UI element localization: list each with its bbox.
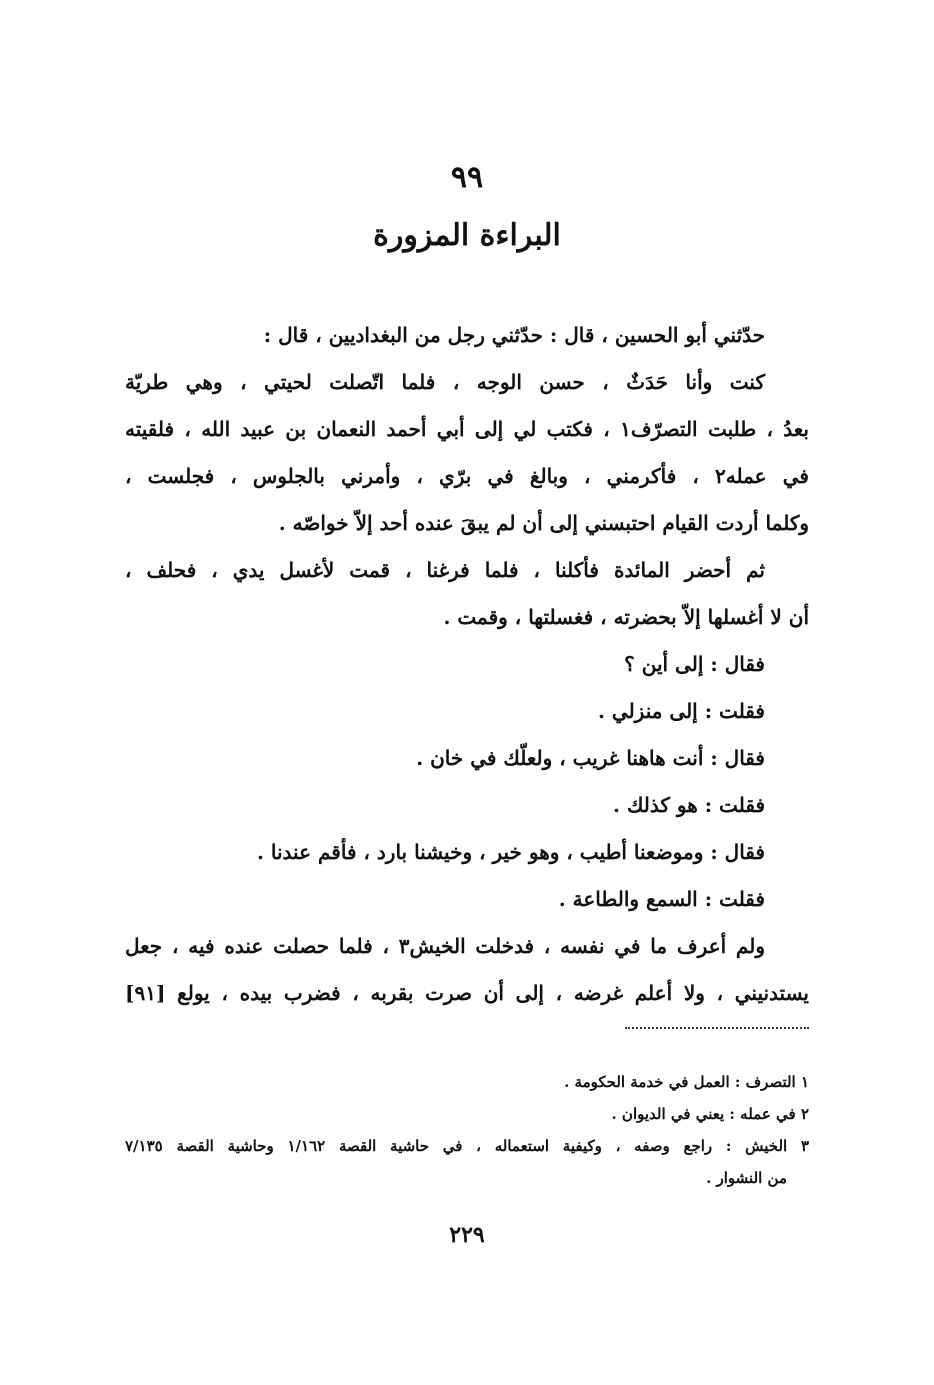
dialogue-line: فقلت : هو كذلك . (613, 793, 765, 817)
footnote: ٣ الخيش : راجع وصفه ، وكيفية استعماله ، في حاشية القصة ١/١٦٢ وحاشية القصة ٧/١٣٥ (125, 1137, 809, 1155)
footnote-continuation: من النشوار . (706, 1169, 787, 1187)
page-number: ٢٢٩ (449, 1222, 485, 1248)
footnote-separator (625, 1027, 809, 1029)
body-line: ولم أعرف ما في نفسه ، فدخلت الخيش٣ ، فلما حصلت عنده فيه ، جعل (125, 934, 765, 958)
footnotes (125, 1066, 809, 1194)
footnote: ١ التصرف : العمل في خدمة الحكومة . (564, 1073, 809, 1091)
dialogue-line: فقال : أنت هاهنا غريب ، ولعلّك في خان . (416, 746, 765, 770)
story-title: البراءة المزورة (373, 218, 561, 253)
body-line: أن لا أغسلها إلاّ بحضرته ، فغسلتها ، وقمت . (443, 605, 809, 629)
story-body (125, 312, 809, 1017)
body-line: ثم أحضر المائدة فأكلنا ، فلما فرغنا ، قمت لأغسل يدي ، فحلف ، (125, 558, 765, 582)
dialogue-line: فقال : وموضعنا أطيب ، وهو خير ، وخيشنا بارد ، فأقم عندنا . (256, 840, 765, 864)
body-line: كنت وأنا حَدَثٌ ، حسن الوجه ، فلما اتّصلت لحيتي ، وهي طريّة (125, 370, 765, 394)
body-line: حدّثني أبو الحسين ، قال : حدّثني رجل من البغداديين ، قال : (263, 323, 765, 347)
body-line: يستدنيني ، ولا أعلم غرضه ، إلى أن صرت بقربه ، فضرب بيده ، يولع [٩١] (125, 981, 809, 1005)
story-number: ٩٩ (450, 160, 484, 195)
footnote: ٢ في عمله : يعني في الديوان . (611, 1105, 809, 1123)
body-line: بعدُ ، طلبت التصرّف١ ، فكتب لي إلى أبي أحمد النعمان بن عبيد الله ، فلقيته (125, 417, 809, 441)
body-line: في عمله٢ ، فأكرمني ، وبالغ في برّي ، وأمرني بالجلوس ، فجلست ، (125, 464, 809, 488)
body-line: وكلما أردت القيام احتبسني إلى أن لم يبقَ عنده أحد إلاّ خواصّه . (278, 511, 809, 535)
dialogue-line: فقلت : السمع والطاعة . (558, 887, 765, 911)
dialogue-line: فقال : إلى أين ؟ (624, 652, 765, 676)
dialogue-line: فقلت : إلى منزلي . (597, 699, 765, 723)
